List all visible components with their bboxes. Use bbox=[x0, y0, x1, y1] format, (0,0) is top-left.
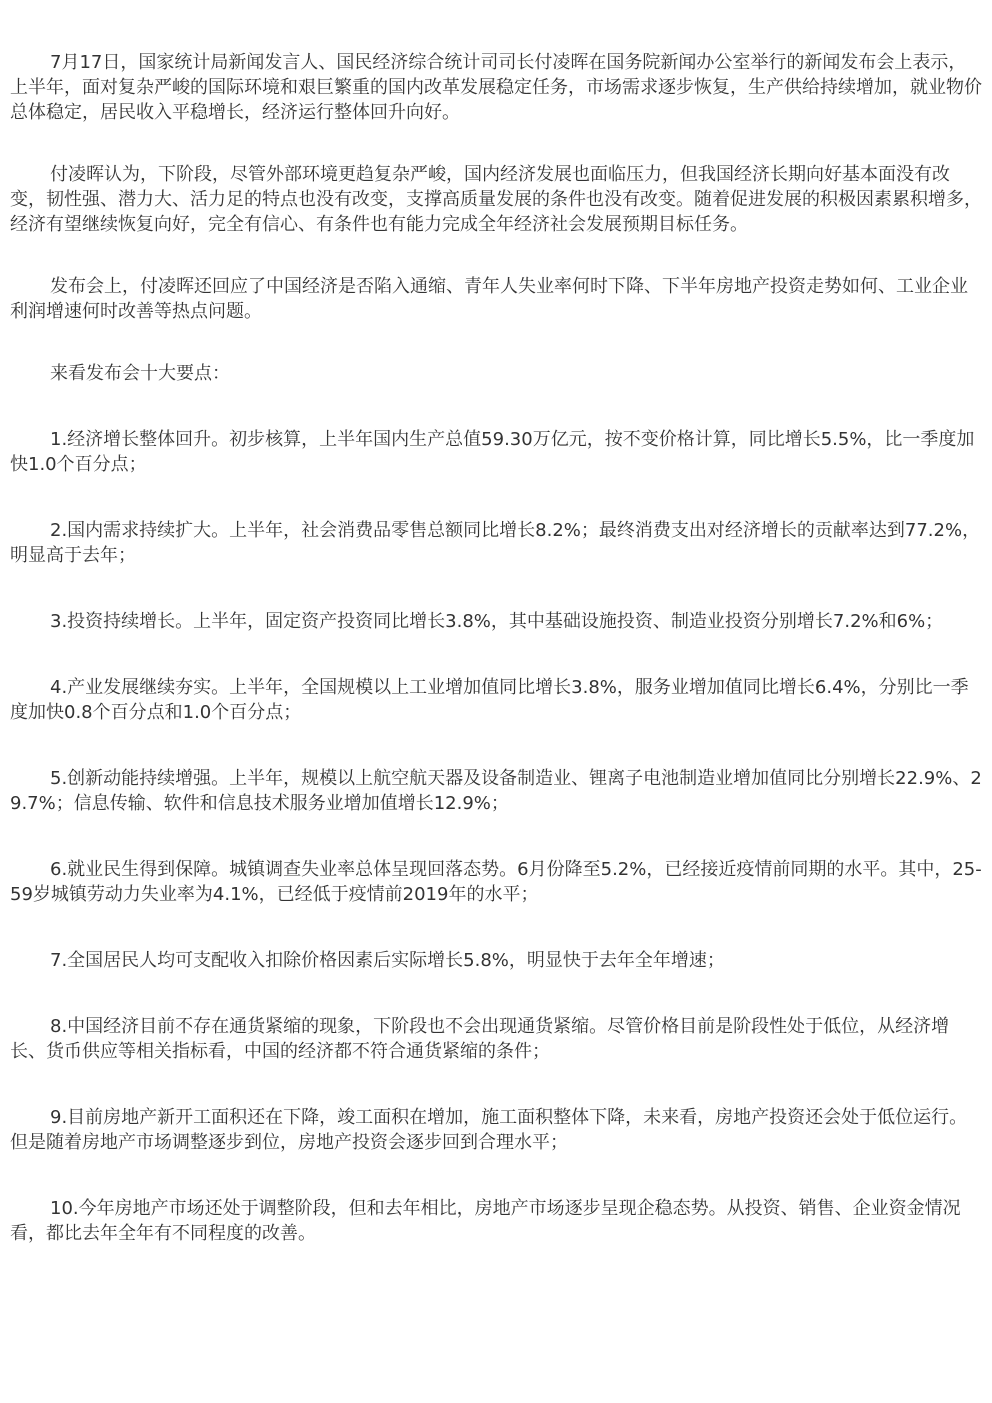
paragraph-outlook: 付凌晖认为，下阶段，尽管外部环境更趋复杂严峻，国内经济发展也面临压力，但我国经济长期向好基本面没有改变，韧性强、潜力大、活力足的特点也没有改变，支撑高质量发展的条件也没有改变。随着促进发展的积极因素累积增多，经济有望继续恢复向好，完全有信心、有条件也有能力完成全年经济社会发展预期目标任务。 bbox=[10, 164, 982, 235]
key-point-4: 4.产业发展继续夯实。上半年，全国规模以上工业增加值同比增长3.8%，服务业增加值同比增长6.4%，分别比一季度加快0.8个百分点和1.0个百分点； bbox=[10, 677, 969, 723]
paragraph-intro: 7月17日，国家统计局新闻发言人、国民经济综合统计司司长付凌晖在国务院新闻办公室举行的新闻发布会上表示，上半年，面对复杂严峻的国际环境和艰巨繁重的国内改革发展稳定任务，市场需求逐步恢复，生产供给持续增加，就业物价总体稳定，居民收入平稳增长，经济运行整体回升向好。 bbox=[10, 52, 982, 123]
key-point-8: 8.中国经济目前不存在通货紧缩的现象，下阶段也不会出现通货紧缩。尽管价格目前是阶段性处于低位，从经济增长、货币供应等相关指标看，中国的经济都不符合通货紧缩的条件； bbox=[10, 1016, 950, 1062]
key-point-2: 2.国内需求持续扩大。上半年，社会消费品零售总额同比增长8.2%；最终消费支出对经济增长的贡献率达到77.2%，明显高于去年； bbox=[10, 520, 981, 566]
paragraph-key-points-heading: 来看发布会十大要点： bbox=[50, 363, 230, 384]
key-point-1: 1.经济增长整体回升。初步核算，上半年国内生产总值59.30万亿元，按不变价格计算，同比增长5.5%，比一季度加快1.0个百分点； bbox=[10, 429, 975, 475]
key-point-3: 3.投资持续增长。上半年，固定资产投资同比增长3.8%，其中基础设施投资、制造业投资分别增长7.2%和6%； bbox=[50, 611, 944, 632]
paragraph-hot-issues: 发布会上，付凌晖还回应了中国经济是否陷入通缩、青年人失业率何时下降、下半年房地产投资走势如何、工业企业利润增速何时改善等热点问题。 bbox=[10, 276, 968, 322]
key-point-10: 10.今年房地产市场还处于调整阶段，但和去年相比，房地产市场逐步呈现企稳态势。从投资、销售、企业资金情况看，都比去年全年有不同程度的改善。 bbox=[10, 1198, 961, 1244]
key-point-9: 9.目前房地产新开工面积还在下降，竣工面积在增加，施工面积整体下降，未来看，房地产投资还会处于低位运行。但是随着房地产市场调整逐步到位，房地产投资会逐步回到合理水平； bbox=[10, 1107, 968, 1153]
key-point-5: 5.创新动能持续增强。上半年，规模以上航空航天器及设备制造业、锂离子电池制造业增加值同比分别增长22.9%、29.7%；信息传输、软件和信息技术服务业增加值增长12.9%； bbox=[10, 768, 982, 814]
article-body bbox=[10, 50, 982, 1246]
key-point-6: 6.就业民生得到保障。城镇调查失业率总体呈现回落态势。6月份降至5.2%，已经接近疫情前同期的水平。其中，25-59岁城镇劳动力失业率为4.1%，已经低于疫情前2019年的水平； bbox=[10, 859, 982, 905]
key-point-7: 7.全国居民人均可支配收入扣除价格因素后实际增长5.8%，明显快于去年全年增速； bbox=[50, 950, 725, 971]
